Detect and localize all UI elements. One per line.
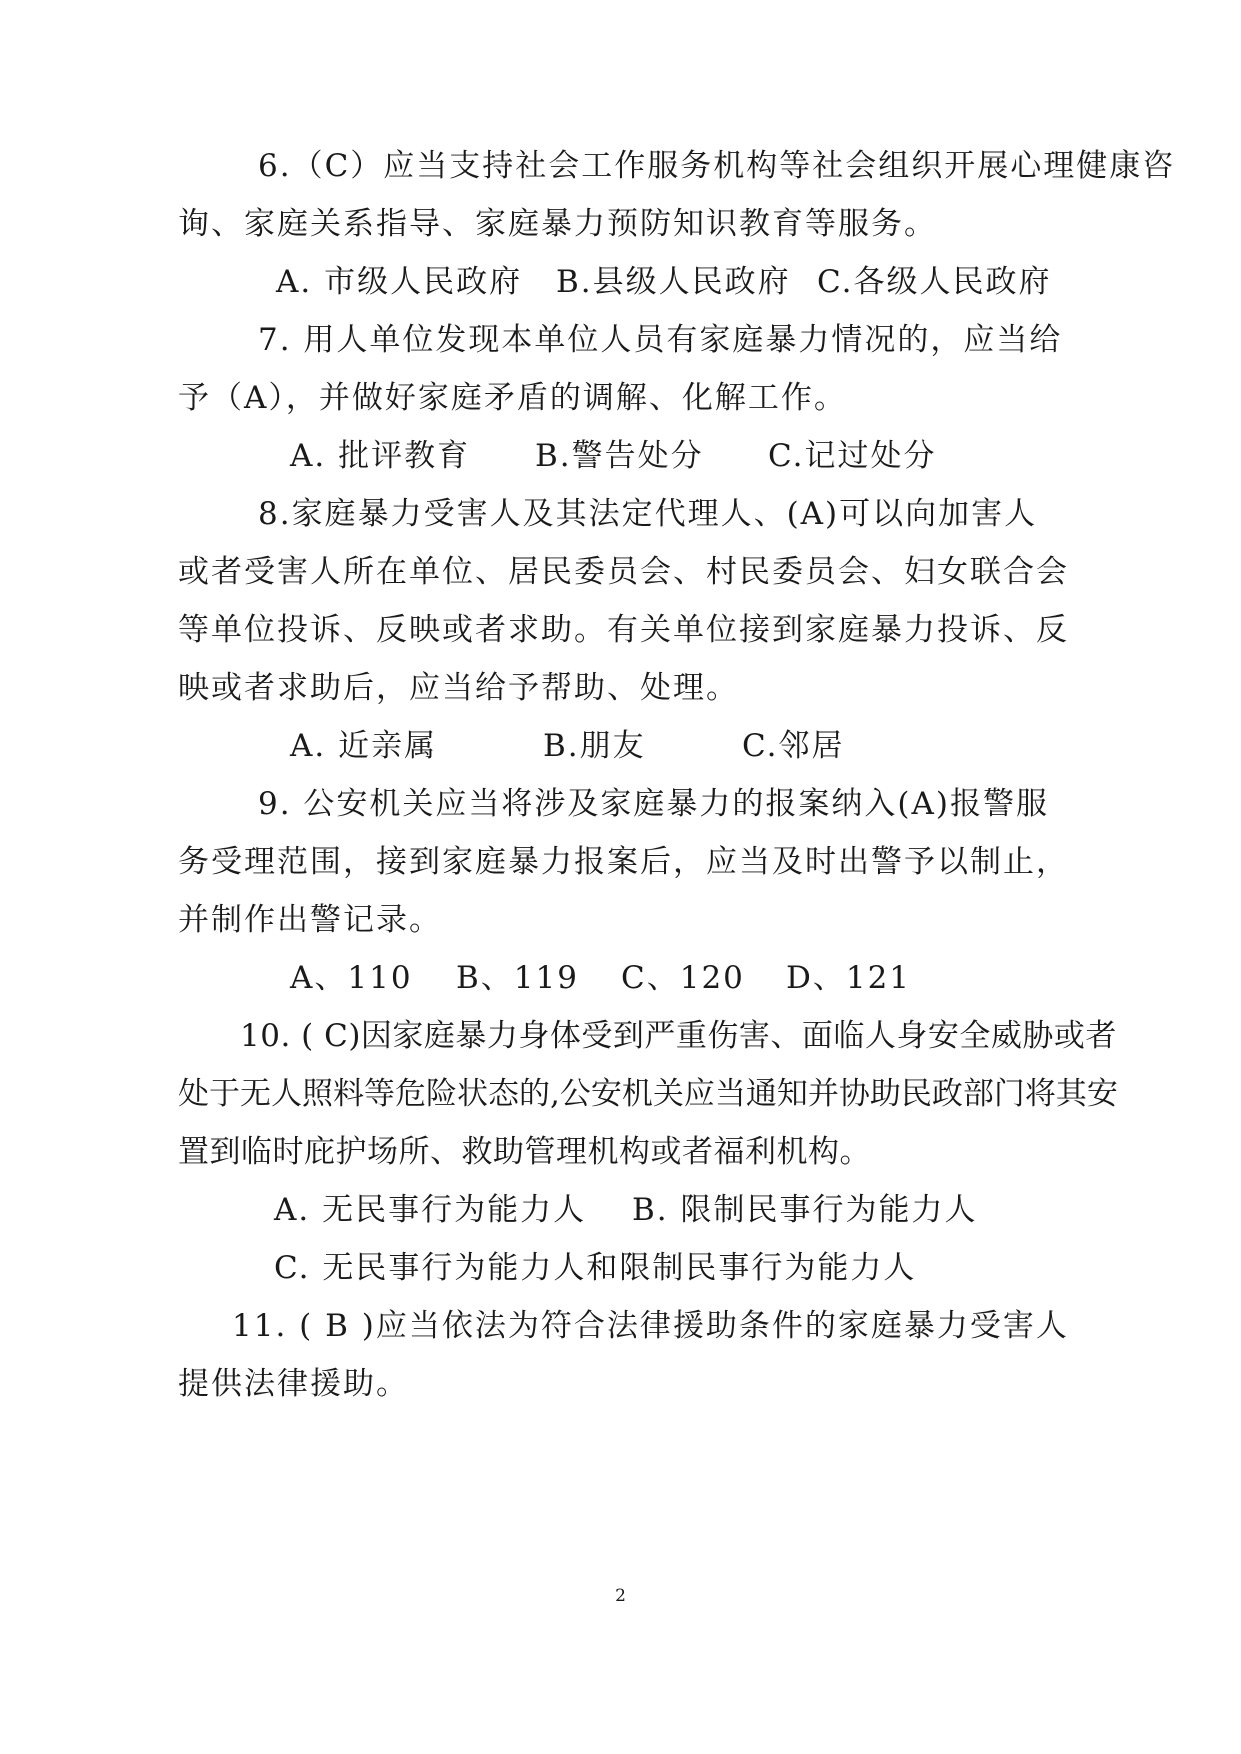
q10-option-a: A. 无民事行为能力人 <box>274 1192 587 1228</box>
q7-option-b: B.警告处分 <box>535 438 704 474</box>
q9-option-d: D、121 <box>786 960 912 996</box>
q8-option-b: B.朋友 <box>543 728 646 764</box>
q6-option-a: A. 市级人民政府 <box>276 264 523 300</box>
q9-line-1: 9. 公安机关应当将涉及家庭暴力的报案纳入(A)报警服 <box>258 786 1050 822</box>
q10-line-2: 处于无人照料等危险状态的,公安机关应当通知并协助民政部门将其安 <box>178 1076 1118 1112</box>
q7-option-c: C.记过处分 <box>768 438 937 474</box>
q9-option-a: A、110 <box>290 960 413 996</box>
q9-line-2: 务受理范围，接到家庭暴力报案后，应当及时出警予以制止， <box>178 844 1069 880</box>
q8-option-c: C.邻居 <box>742 728 845 764</box>
q7-line-1: 7. 用人单位发现本单位人员有家庭暴力情况的，应当给 <box>258 322 1063 358</box>
q9-option-c: C、120 <box>621 960 745 996</box>
q8-line-4: 映或者求助后，应当给予帮助、处理。 <box>178 670 739 706</box>
q10-line-3: 置到临时庇护场所、救助管理机构或者福利机构。 <box>178 1134 871 1170</box>
q7-option-a: A. 批评教育 <box>290 438 471 474</box>
q6-option-c: C.各级人民政府 <box>817 264 1052 300</box>
q6-line-2: 询、家庭关系指导、家庭暴力预防知识教育等服务。 <box>178 206 937 242</box>
q9-option-b: B、119 <box>456 960 579 996</box>
q10-option-b: B. 限制民事行为能力人 <box>632 1192 978 1228</box>
q8-option-a: A. 近亲属 <box>290 728 438 764</box>
q11-line-2: 提供法律援助。 <box>178 1366 409 1402</box>
q10-option-c: C. 无民事行为能力人和限制民事行为能力人 <box>274 1250 917 1286</box>
q11-line-1: 11. ( B )应当依法为符合法律援助条件的家庭暴力受害人 <box>232 1308 1069 1344</box>
q6-option-b: B.县级人民政府 <box>556 264 791 300</box>
q8-line-1: 8.家庭暴力受害人及其法定代理人、(A)可以向加害人 <box>258 496 1038 532</box>
q6-line-1: 6.（C）应当支持社会工作服务机构等社会组织开展心理健康咨 <box>258 148 1176 184</box>
page-number: 2 <box>615 1586 626 1606</box>
q8-line-3: 等单位投诉、反映或者求助。有关单位接到家庭暴力投诉、反 <box>178 612 1069 648</box>
q9-line-3: 并制作出警记录。 <box>178 902 442 938</box>
q7-line-2: 予（A），并做好家庭矛盾的调解、化解工作。 <box>178 380 847 416</box>
q8-line-2: 或者受害人所在单位、居民委员会、村民委员会、妇女联合会 <box>178 554 1069 590</box>
q10-line-1: 10. ( C)因家庭暴力身体受到严重伤害、面临人身安全威胁或者 <box>240 1018 1117 1054</box>
